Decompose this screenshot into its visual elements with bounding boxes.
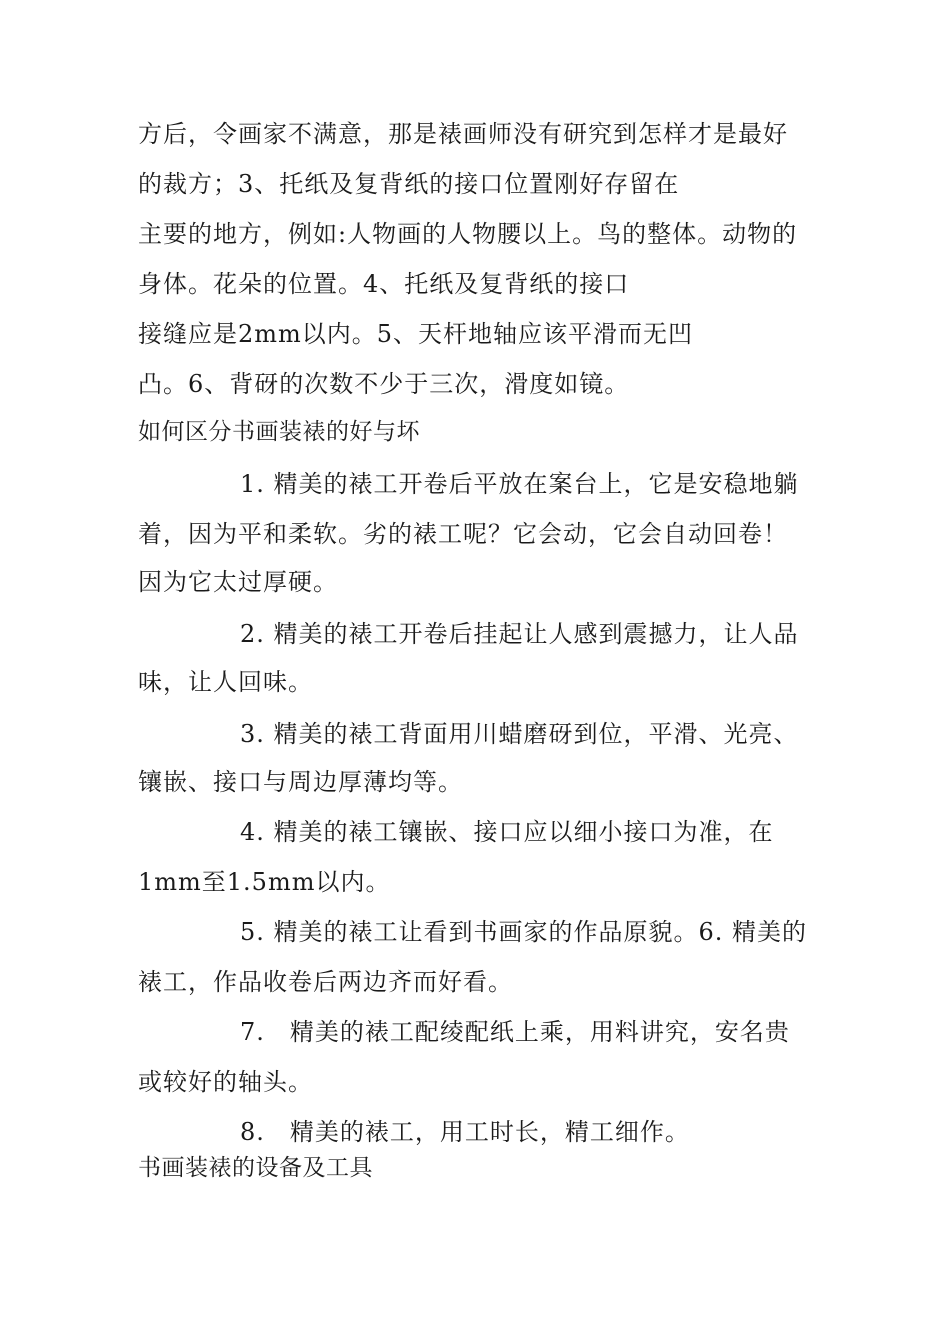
list-item-2-line: 味，让人回味。: [138, 668, 313, 696]
paragraph-line: 主要的地方，例如:人物画的人物腰以上。鸟的整体。动物的: [138, 220, 798, 248]
list-item-1-line: 1. 精美的裱工开卷后平放在案台上，它是安稳地躺: [240, 470, 799, 498]
paragraph-line: 凸。6、背砑的次数不少于三次，滑度如镜。: [138, 370, 630, 398]
list-item-7-line: 7. 精美的裱工配绫配纸上乘，用料讲究，安名贵: [240, 1018, 790, 1046]
list-item-5-line: 5. 精美的裱工让看到书画家的作品原貌。6. 精美的: [240, 918, 808, 946]
list-item-8-line: 8. 精美的裱工，用工时长，精工细作。: [240, 1118, 690, 1146]
list-item-7-line: 或较好的轴头。: [138, 1068, 313, 1096]
section-heading: 书画装裱的设备及工具: [138, 1155, 373, 1181]
paragraph-line: 身体。花朵的位置。4、托纸及复背纸的接口: [138, 270, 630, 298]
list-item-1-line: 着，因为平和柔软。劣的裱工呢？它会动，它会自动回卷！: [138, 520, 788, 548]
paragraph-line: 接缝应是2mm以内。5、天杆地轴应该平滑而无凹: [138, 320, 694, 348]
list-item-4-line: 4. 精美的裱工镶嵌、接口应以细小接口为准，在: [240, 818, 774, 846]
paragraph-line: 的裁方；3、托纸及复背纸的接口位置刚好存留在: [138, 170, 680, 198]
paragraph-line: 方后，令画家不满意，那是裱画师没有研究到怎样才是最好: [138, 120, 788, 148]
list-item-2-line: 2. 精美的裱工开卷后挂起让人感到震撼力，让人品: [240, 620, 799, 648]
list-item-1-line: 因为它太过厚硬。: [138, 568, 338, 596]
list-item-4-line: 1mm至1.5mm以内。: [138, 868, 391, 896]
list-item-5-line: 裱工，作品收卷后两边齐而好看。: [138, 968, 513, 996]
section-heading: 如何区分书画装裱的好与坏: [138, 419, 420, 445]
list-item-3-line: 3. 精美的裱工背面用川蜡磨砑到位，平滑、光亮、: [240, 720, 799, 748]
list-item-3-line: 镶嵌、接口与周边厚薄均等。: [138, 768, 463, 796]
